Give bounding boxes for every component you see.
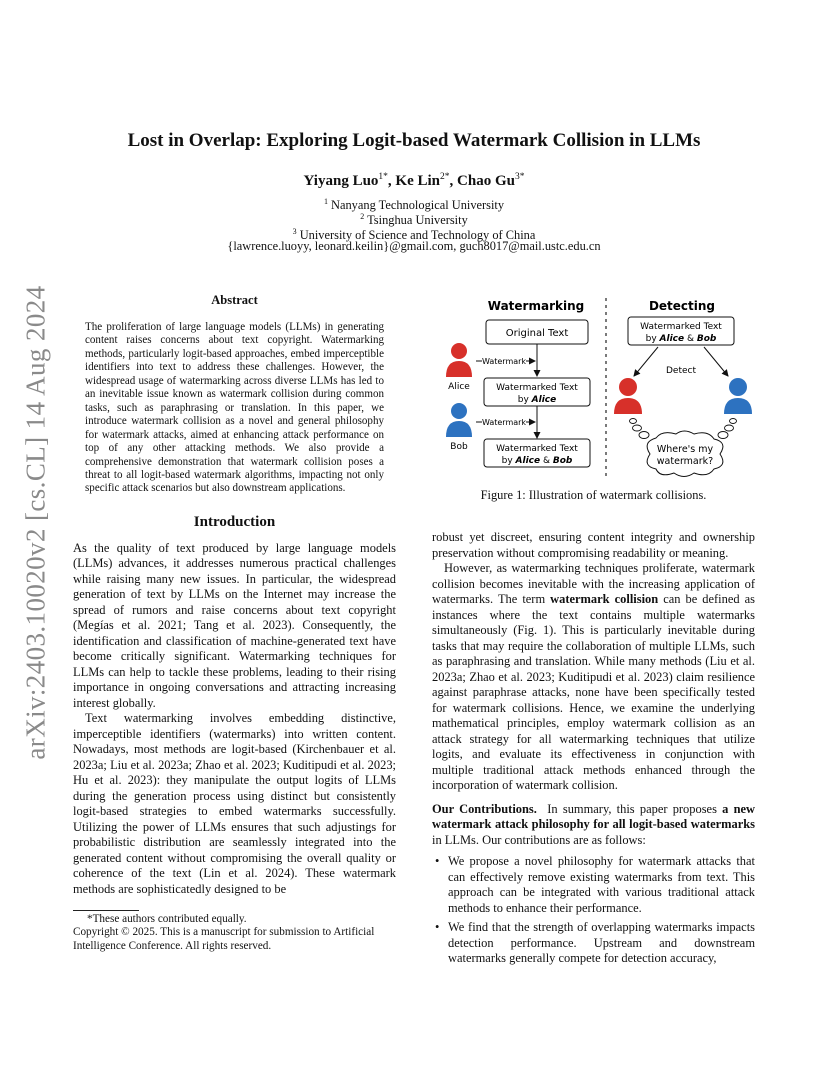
- affiliation-num: 2: [360, 212, 365, 221]
- footnote-rule: [73, 910, 139, 911]
- arrow-watermark-label: Watermark: [481, 418, 527, 427]
- figure-caption: Figure 1: Illustration of watermark collisions.: [480, 488, 707, 502]
- text-span: by: [517, 395, 532, 405]
- text-span: by: [645, 334, 660, 344]
- text-span: Alice: [531, 395, 557, 405]
- box-original-text-label: Original Text: [505, 328, 569, 339]
- text-span-bold: a new watermark attack philosophy for all logit-based watermarks: [432, 801, 755, 831]
- box-detect-target-line1: Watermarked Text: [640, 322, 722, 332]
- paragraph: [432, 561, 755, 794]
- affiliation-text: University of Science and Technology of China: [296, 228, 536, 243]
- right-body: [432, 530, 755, 848]
- author-name: Ke Lin: [395, 173, 441, 189]
- thought-bubble-line1: Where's my: [656, 444, 714, 455]
- author-separator: ,: [387, 173, 396, 189]
- text-span: Bob: [696, 334, 717, 344]
- text-span: However, as watermarking techniques proliferate, watermark collision becomes inevitable with the increasing application of watermarks. The term: [432, 561, 755, 606]
- person-bob-label: Bob: [450, 442, 468, 452]
- thought-bubble: [647, 431, 723, 477]
- detector-bob-icon: [724, 378, 752, 414]
- paragraph: robust yet discreet, ensuring content integrity and ownership preservation without compromising readability or meaning.: [432, 530, 755, 560]
- list-item: • We find that the strength of overlapping watermarks impacts detection performance. Upstream and downstream watermarks generally compete for detection accuracy,: [432, 920, 755, 967]
- contributions-heading: Our Contributions.: [432, 801, 537, 816]
- left-column: [73, 293, 396, 897]
- box-detect-target-line2: [646, 334, 717, 344]
- footnote-equal-contribution: *These authors contributed equally.: [87, 913, 247, 925]
- author-name: Yiyang Luo: [303, 173, 379, 189]
- arrow-watermark-label: Watermark: [481, 357, 527, 366]
- author-mark: 1*: [378, 172, 388, 182]
- affiliation-num: 1: [323, 197, 328, 206]
- paragraph: Text watermarking involves embedding distinctive, imperceptible identifiers (watermarks) into written content. Nowadays, most methods are logit-based (Kirchenbauer et al. 2023a; Liu et al. 2023a; Zhao et al. 2023; Kuditipudi et al. 2023; Hu et al. 2023): they manipulate the output logits of LLMs during the generation process using distinct but consistently logit-based strategies to embed watermarks successfully. Utilizing the power of LLMs ensures that such adjustings for probabilistic distribution are seamlessly integrated into the generated content without compromising the overall quality or coherence of the text (Lin et al. 2024). These watermark methods are sophisticatedly designed to be: [73, 711, 396, 896]
- text-span: Bob: [552, 456, 573, 466]
- right-column: [432, 530, 755, 971]
- author-separator: ,: [449, 173, 458, 189]
- author-mark: 3*: [514, 172, 525, 182]
- text-span: &: [540, 456, 553, 466]
- text-span: Alice: [515, 456, 541, 466]
- figure-diagram: [432, 292, 755, 482]
- author-name: Chao Gu: [457, 173, 515, 189]
- box-watermarked-alice-line2: [518, 395, 556, 405]
- person-bob-icon: [446, 403, 472, 437]
- arrow-detect-right: [704, 347, 728, 376]
- author-list: [0, 172, 828, 190]
- text-span: in LLMs. Our contributions are as follows:: [432, 832, 646, 847]
- text-span: In summary, this paper proposes: [536, 801, 723, 816]
- person-alice-icon: [446, 343, 472, 377]
- abstract-text: The proliferation of large language models (LLMs) in generating content raises concerns about text copyright. Watermarking methods, particularly logit-based approaches, embed imperceptible identifiers into text to address these challenges. However, the widespread usage of watermarking across diverse LLMs has led to an inevitable issue known as watermark collision during common tasks, such as paraphrasing or translation. In this paper, we introduce watermark collision as a novel and general philosophy for watermark attacks, aimed at enhancing attack performance on top of any other attacking methods. We also provide a comprehensive demonstration that watermark collision poses a threat to all logit-based watermark algorithms, impacting not only specific attack scenarios but also downstream applications.: [85, 321, 384, 495]
- affiliation-num: 3: [292, 227, 297, 236]
- box-watermarked-alice-line1: Watermarked Text: [496, 383, 578, 393]
- detector-alice-icon: [614, 378, 642, 414]
- box-watermarked-alice-bob-line1: Watermarked Text: [496, 444, 578, 454]
- arxiv-stamp-text: arXiv:2403.10020v2 [cs.CL] 14 Aug 2024: [20, 284, 51, 760]
- paragraph: As the quality of text produced by large language models (LLMs) advances, it addresses numerous practical challenges while raising many new issues. In particular, the widespread generation of text by LLMs on the Internet may increase the spread of rumors and raise concerns about text copyright (Megías et al. 2021; Tang et al. 2023). Consequently, the identification and classification of machine-generated text have become critically significant. Watermarking techniques for LLMs can help to tackle these problems, leading to their rising importance in ongoing conversations and attracting increasing interest globally.: [73, 540, 396, 710]
- arxiv-stamp: [14, 282, 58, 762]
- figure-watermark-collision: [432, 292, 755, 482]
- text-span: can be defined as instances where the text contains multiple watermarks simultaneously (Fig. 1). This is particularly inevitable during tasks that may require the collaboration of multiple LLMs, such as paraphrasing and translation. While many methods (Liu et al. 2023a; Zhao et al. 2023; Kuditipudi et al. 2023) claim resilience against paraphrase attacks, none have been specifically tested for watermark collisions. Hence, we examine the underlying mathematical principles, employ watermark collision as an attack strategy for all watermarking techniques that utilize logits, and evaluate its effectiveness in conjunction with multiple traditional attack methods enhanced through the incorporation of watermark collision.: [432, 592, 755, 792]
- text-span: Alice: [659, 334, 685, 344]
- author-mark: 2*: [440, 172, 450, 182]
- text-span: &: [684, 334, 697, 344]
- figure-col-watermarking: Watermarking: [487, 299, 585, 313]
- arrow-detect-left: [634, 347, 658, 376]
- contributions-paragraph: [432, 802, 755, 849]
- text-span: by: [501, 456, 516, 466]
- contributions-list: [432, 854, 755, 967]
- abstract-heading: Abstract: [211, 293, 258, 307]
- introduction-heading: Introduction: [193, 513, 276, 530]
- list-item: • We propose a novel philosophy for watermark attacks that can effectively remove existing watermarks from text. This approach can be integrated with various traditional attack methods to enhance their performance.: [432, 854, 755, 916]
- paper-title: Lost in Overlap: Exploring Logit-based Watermark Collision in LLMs: [127, 130, 701, 151]
- copyright-notice: Copyright © 2025. This is a manuscript for submission to Artificial Intelligence Conference. All rights reserved.: [73, 926, 375, 952]
- figure-col-detecting: Detecting: [648, 299, 716, 313]
- introduction-body: [73, 541, 396, 898]
- author-emails: {lawrence.luoyy, leonard.keilin}@gmail.com, guch8017@mail.ustc.edu.cn: [227, 239, 601, 253]
- person-alice-label: Alice: [448, 382, 470, 392]
- footnote: [73, 913, 396, 953]
- arrow-detect-label: Detect: [665, 366, 697, 376]
- affiliation-text: Tsinghua University: [364, 213, 468, 228]
- term-watermark-collision: watermark collision: [550, 592, 659, 606]
- thought-bubble-line2: watermark?: [656, 456, 714, 467]
- affiliation-text: Nanyang Technological University: [327, 198, 505, 213]
- box-watermarked-alice-bob-line2: [502, 456, 573, 466]
